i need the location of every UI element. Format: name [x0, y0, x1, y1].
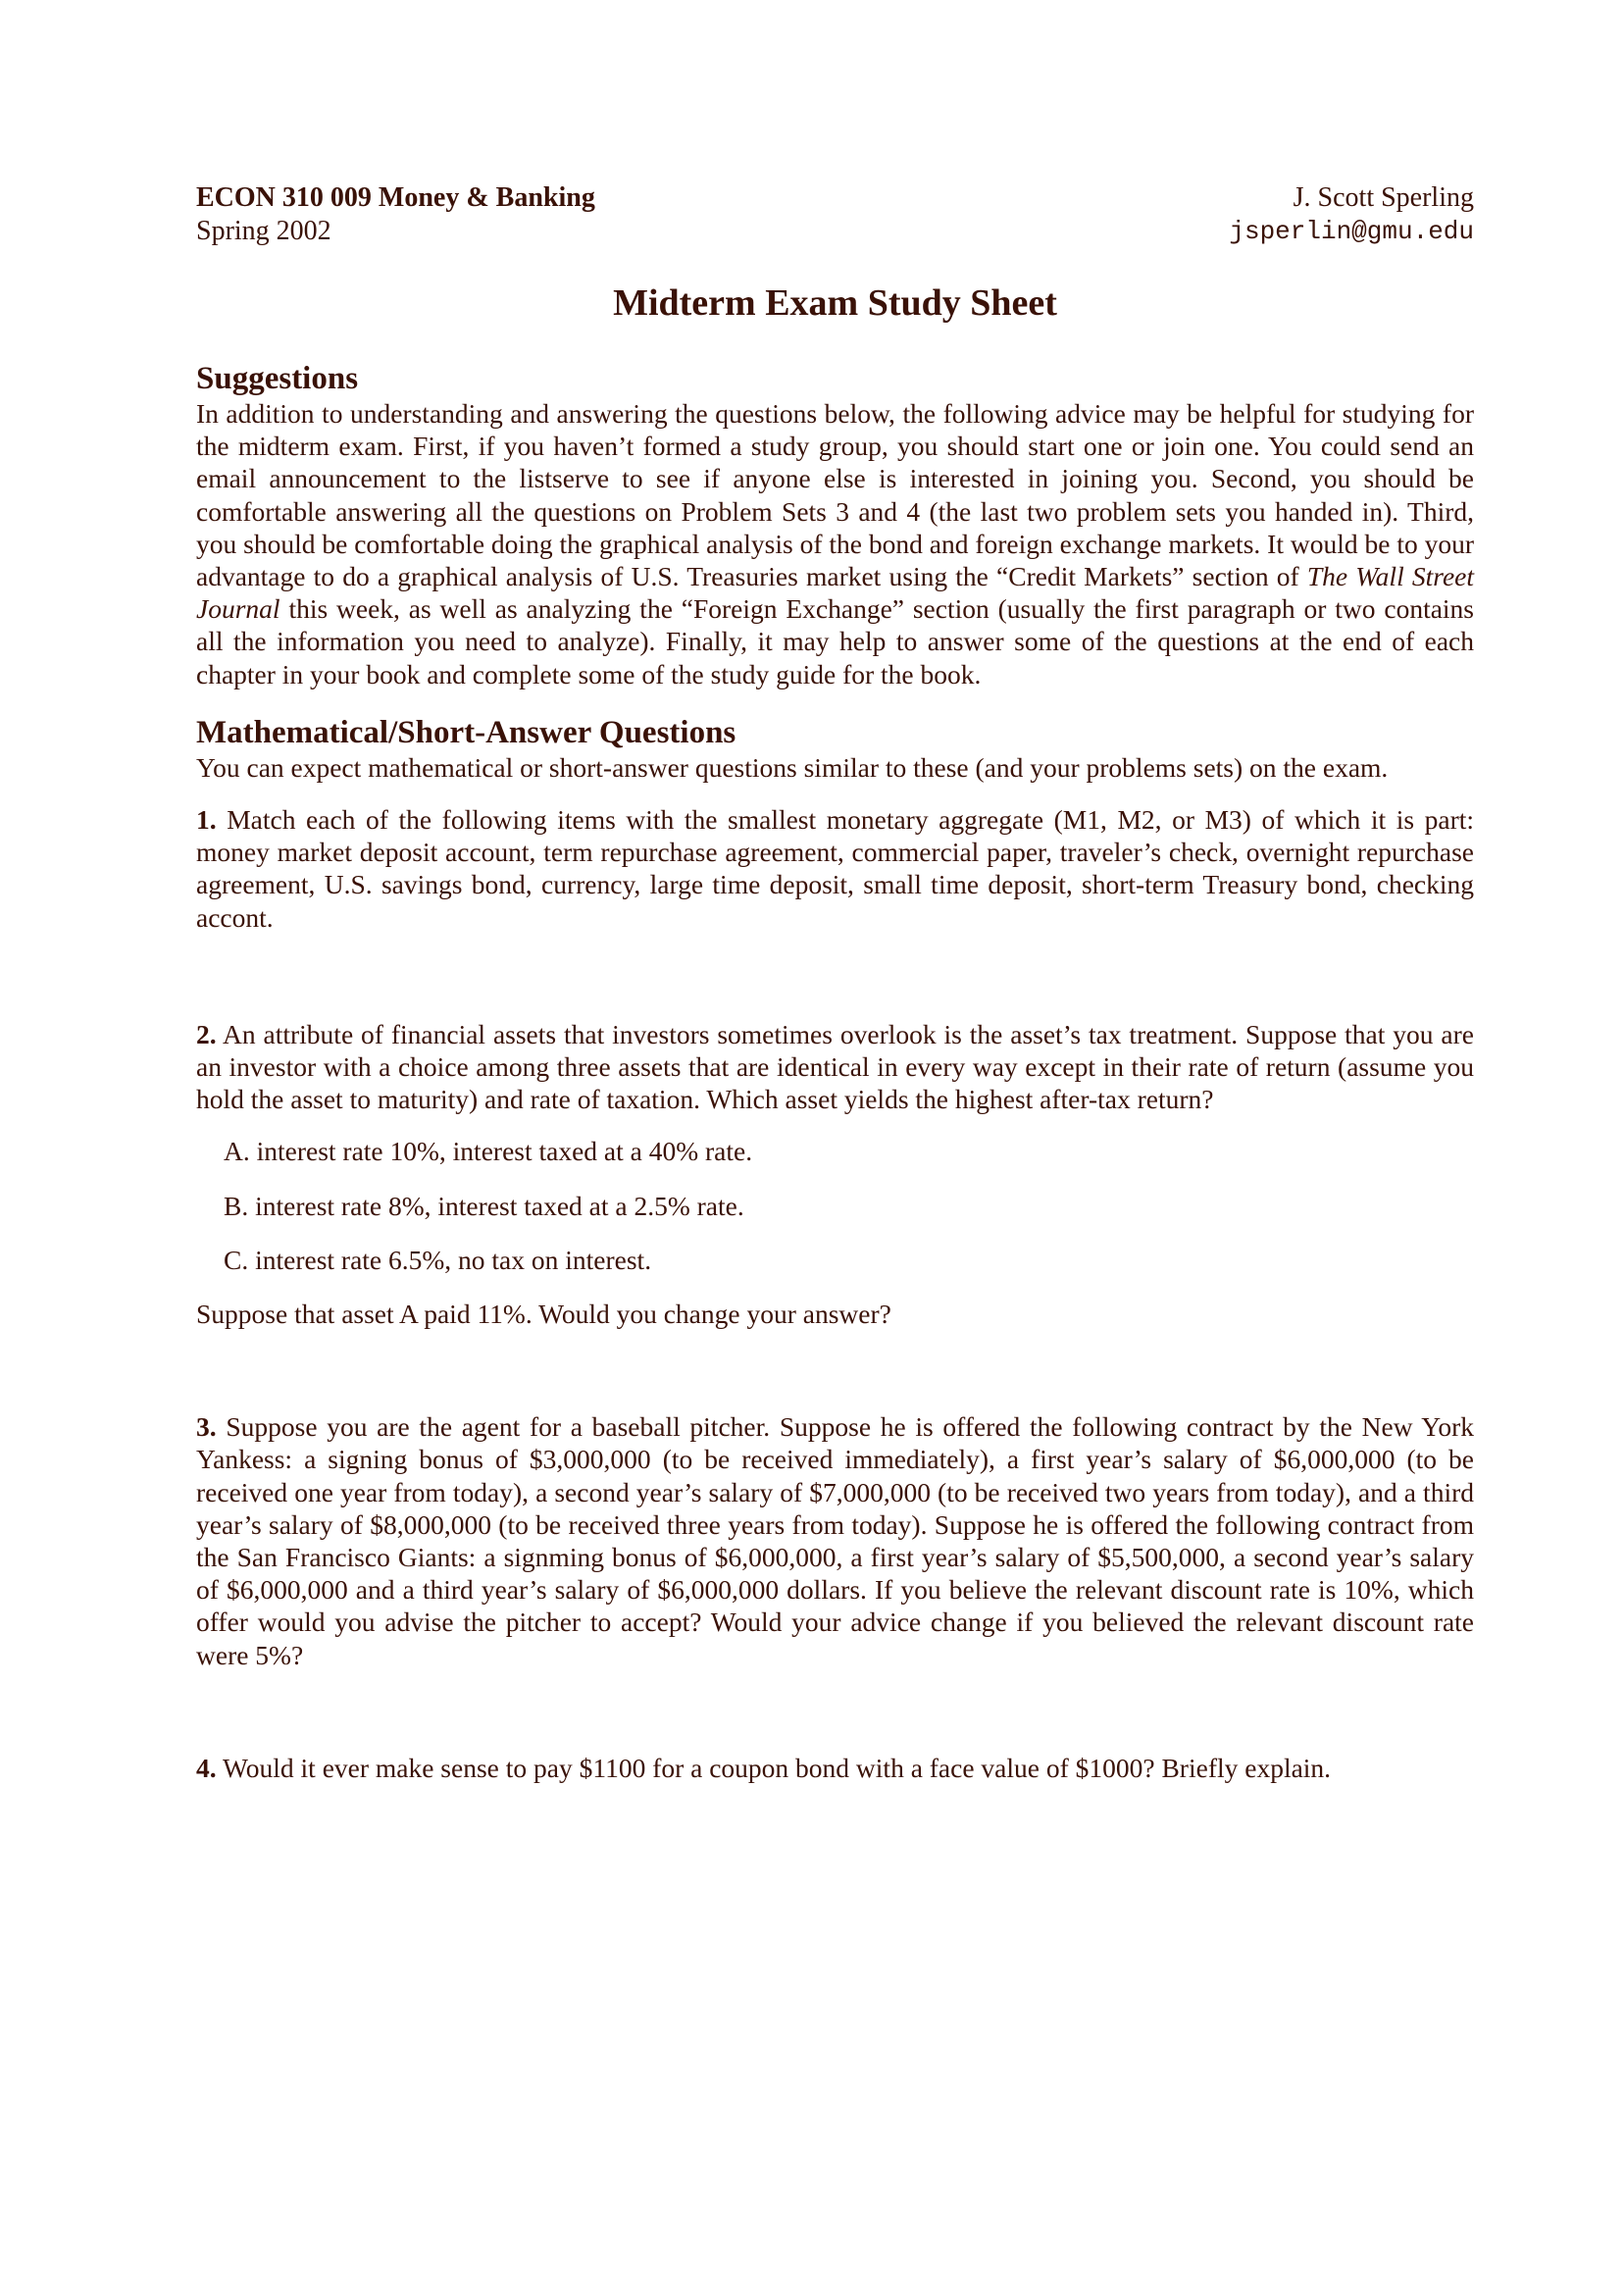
- suggestions-text-part2: this week, as well as analyzing the “Foreign Exchange” section (usually the first paragraph or two contains all the information you need to analyze). Finally, it may help to answer some of the questions at the end of each chapter in your book and complete some of the study guide for the book.: [196, 593, 1475, 689]
- answer-space: [196, 934, 1474, 998]
- course-name: ECON 310 009 Money & Banking: [196, 182, 595, 213]
- option-a: A. interest rate 10%, interest taxed at a 40% rate.: [224, 1136, 753, 1167]
- question-2-text: An attribute of financial assets that investors sometimes overlook is the asset’s tax treatment. Suppose that you are an investor with a choice among three assets that are identical in every way except in their rate of return (assume you hold the asset to maturity) and rate of taxation. Which asset yields the highest after-tax return?: [196, 1018, 1474, 1115]
- instructor-name: J. Scott Sperling: [1293, 182, 1474, 213]
- question-2: [196, 1018, 1474, 1330]
- course-term: Spring 2002: [196, 216, 331, 246]
- question-3-text: Suppose you are the agent for a baseball pitcher. Suppose he is offered the following contract by the New York Yankess: a signing bonus of $3,000,000 (to be received immediately), a first year’s salary of $6,000,000 (to be received one year from today), a second year’s salary of $7,000,000 (to be received two years from today), and a third year’s salary of $8,000,000 (to be received three years from today). Suppose he is offered the following contract from the San Francisco Giants: a signming bonus of $6,000,000, a first year’s salary of $5,500,000, a second year’s salary of $6,000,000 and a third year’s salary of $6,000,000 dollars. If you believe the relevant discount rate is 10%, which offer would you advise the pitcher to accept? Would your advice change if you believed the relevant discount rate were 5%?: [196, 1411, 1475, 1670]
- option-c: C. interest rate 6.5%, no tax on interest.: [224, 1244, 652, 1275]
- suggestions-heading: Suggestions: [196, 361, 359, 396]
- question-3-number: 3.: [196, 1411, 217, 1443]
- question-4: [196, 1752, 1474, 1784]
- page-title: Midterm Exam Study Sheet: [613, 282, 1057, 324]
- math-section: [196, 714, 1474, 784]
- question-1-number: 1.: [196, 804, 217, 836]
- question-1: [196, 803, 1474, 934]
- document-page: [196, 181, 1474, 1784]
- question-1-text: Match each of the following items with the smallest monetary aggregate (M1, M2, or M3) of which it is part: money market deposit account, term repurchase agreement, commercial paper, traveler’s check, overnight repurchase agreement, U.S. savings bond, currency, large time deposit, small time deposit, short-term Treasury bond, checking accont.: [196, 804, 1475, 933]
- suggestions-section: [196, 360, 1474, 690]
- suggestions-text-part1: In addition to understanding and answering the questions below, the following advice may be helpful for studying for the midterm exam. First, if you haven’t formed a study group, you should start one or join one. You could send an email announcement to the listserve to see if anyone else is interested in joining you. Second, you should be comfortable answering all the questions on Problem Sets 3 and 4 (the last two problem sets you handed in). Third, you should be comfortable doing the graphical analysis of the bond and foreign exchange markets. It would be to your advantage to do a graphical analysis of U.S. Treasuries market using the “Credit Markets” section of: [196, 398, 1474, 592]
- question-2-options: [196, 1135, 1474, 1276]
- header-right: [1229, 181, 1474, 248]
- question-4-number: 4.: [196, 1752, 217, 1783]
- question-2-number: 2.: [196, 1018, 217, 1049]
- answer-space: [196, 1330, 1474, 1391]
- math-section-intro: You can expect mathematical or short-answer questions similar to these (and your problems sets) on the exam.: [196, 751, 1389, 783]
- question-3: [196, 1410, 1474, 1671]
- suggestions-paragraph: [196, 397, 1474, 690]
- option-b: B. interest rate 8%, interest taxed at a 2.5% rate.: [224, 1190, 744, 1221]
- question-2-followup: Suppose that asset A paid 11%. Would you change your answer?: [196, 1299, 891, 1330]
- answer-space: [196, 1671, 1474, 1732]
- math-section-heading: Mathematical/Short-Answer Questions: [196, 714, 736, 750]
- header-left: [196, 181, 595, 248]
- newspaper-title: The Wall Street Journal: [196, 561, 1475, 625]
- question-4-text: Would it ever make sense to pay $1100 for a coupon bond with a face value of $1000? Briefly explain.: [223, 1752, 1332, 1783]
- document-header: [196, 181, 1474, 248]
- instructor-email: jsperlin@gmu.edu: [1229, 217, 1474, 246]
